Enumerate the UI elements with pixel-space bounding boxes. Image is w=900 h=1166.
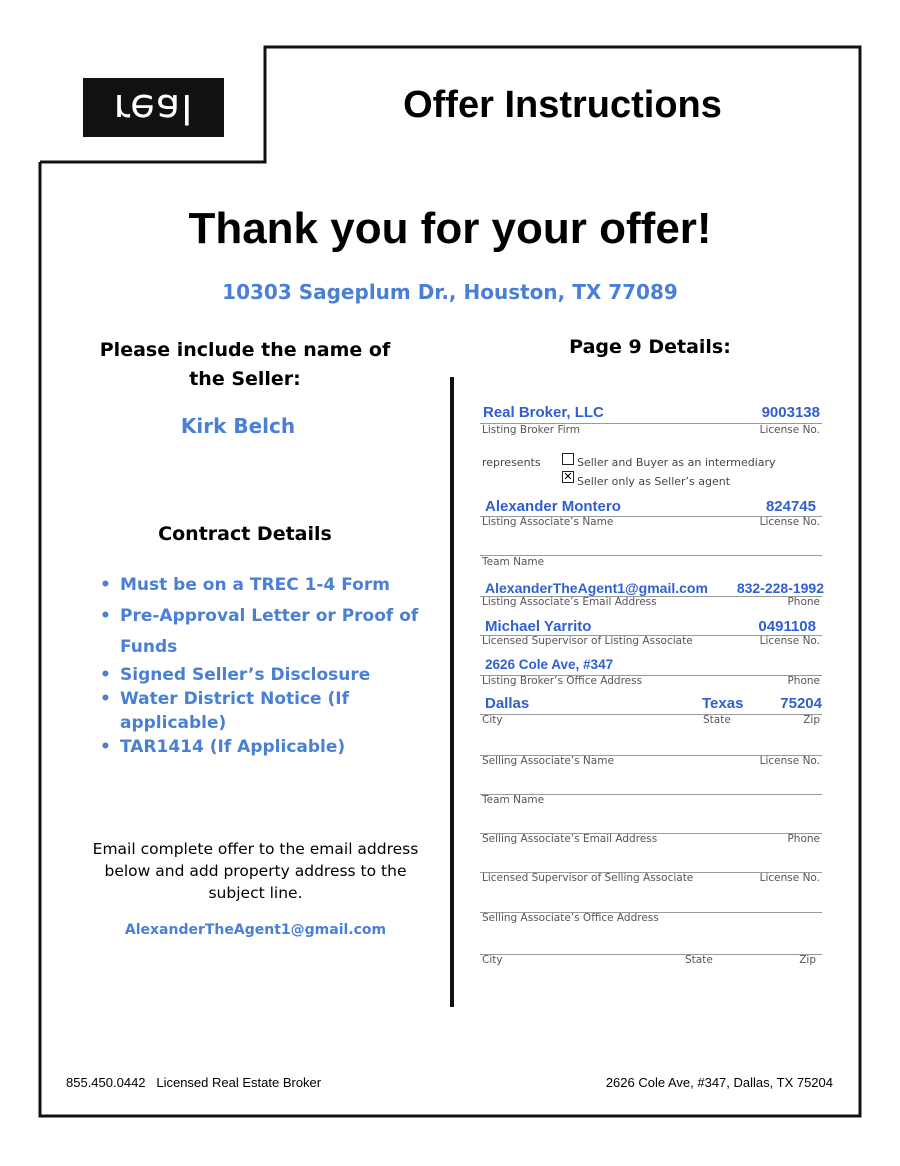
zip-value: 75204 (780, 695, 822, 712)
team-name-label: Team Name (482, 556, 545, 568)
license-label: License No. (759, 872, 820, 884)
listing-phone-value: 832-228-1992 (736, 580, 824, 596)
form-line (480, 714, 822, 715)
intermediary-checkbox (562, 453, 574, 465)
supervisor-license-value: 0491108 (758, 618, 816, 635)
office-address-value: 2626 Cole Ave, #347 (485, 657, 614, 672)
license-label: License No. (759, 516, 820, 528)
page9-form (480, 400, 824, 980)
selling-associate-label: Selling Associate’s Name (482, 755, 614, 767)
team-name-label: Team Name (482, 794, 545, 806)
phone-label: Phone (787, 833, 820, 845)
contract-details-list (100, 570, 420, 759)
seller-prompt-line1: Please include the name of (99, 339, 391, 361)
license-label: License No. (759, 755, 820, 767)
selling-email-label: Selling Associate’s Email Address (482, 833, 658, 845)
supervisor-label: Licensed Supervisor of Listing Associate (482, 635, 693, 647)
list-item-continued (100, 632, 420, 663)
page-title: Offer Instructions (403, 84, 722, 126)
footer-broker-info: 855.450.0442 Licensed Real Estate Broker (66, 1075, 322, 1090)
phone-label: Phone (787, 675, 820, 687)
list-item-continued-text: applicable) (120, 713, 227, 733)
zip-label: Zip (803, 714, 820, 726)
contract-details-heading: Contract Details (158, 523, 332, 545)
page9-heading: Page 9 Details: (569, 336, 731, 358)
logo-text: real (113, 84, 194, 131)
city-label: City (482, 954, 503, 966)
seller-only-option: Seller only as Seller’s agent (577, 475, 731, 488)
license-label: License No. (759, 635, 820, 647)
thank-you-heading: Thank you for your offer! (188, 204, 712, 253)
list-item-continued-text: Funds (120, 637, 178, 657)
listing-email-value: AlexanderTheAgent1@gmail.com (485, 580, 708, 596)
listing-associate-value: Alexander Montero (485, 498, 621, 515)
list-item: • Pre-Approval Letter or Proof of (100, 601, 420, 632)
license-label: License No. (759, 424, 820, 436)
city-value: Dallas (485, 695, 530, 712)
selling-office-label: Selling Associate’s Office Address (482, 912, 659, 924)
broker-firm-value: Real Broker, LLC (483, 404, 604, 421)
list-item: • Must be on a TREC 1-4 Form (100, 570, 420, 601)
seller-prompt (95, 336, 395, 394)
form-line (480, 954, 822, 955)
footer-address: 2626 Cole Ave, #347, Dallas, TX 75204 (605, 1075, 833, 1090)
contact-email: AlexanderTheAgent1@gmail.com (124, 922, 387, 938)
list-item: • Water District Notice (If (100, 687, 420, 711)
zip-label: Zip (799, 954, 816, 966)
intermediary-option: Seller and Buyer as an intermediary (577, 456, 776, 469)
phone-label: Phone (787, 596, 820, 608)
selling-supervisor-label: Licensed Supervisor of Selling Associate (482, 872, 694, 884)
listing-email-label: Listing Associate’s Email Address (482, 596, 657, 608)
seller-only-checkbox-checked: ✕ (563, 470, 573, 483)
seller-prompt-line2: the Seller: (189, 368, 301, 390)
city-label: City (482, 714, 503, 726)
listing-associate-license-value: 824745 (765, 498, 816, 515)
list-item-continued (100, 711, 420, 735)
property-address: 10303 Sageplum Dr., Houston, TX 77089 (222, 280, 678, 304)
supervisor-value: Michael Yarrito (485, 618, 592, 635)
list-item: • Signed Seller’s Disclosure (100, 663, 420, 687)
list-item: • TAR1414 (If Applicable) (100, 735, 420, 759)
column-divider (450, 377, 454, 1007)
brand-logo (83, 78, 224, 137)
seller-name: Kirk Belch (180, 414, 296, 438)
office-address-label: Listing Broker’s Office Address (482, 675, 643, 687)
listing-associate-label: Listing Associate’s Name (482, 516, 614, 528)
email-instructions: Email complete offer to the email address below and add property address to the subject line. (92, 840, 419, 902)
broker-firm-label: Listing Broker Firm (482, 424, 581, 436)
state-value: Texas (702, 695, 744, 712)
state-label: State (703, 714, 731, 726)
state-label: State (685, 954, 713, 966)
represents-label: represents (482, 456, 541, 469)
broker-license-value: 9003138 (761, 404, 820, 421)
